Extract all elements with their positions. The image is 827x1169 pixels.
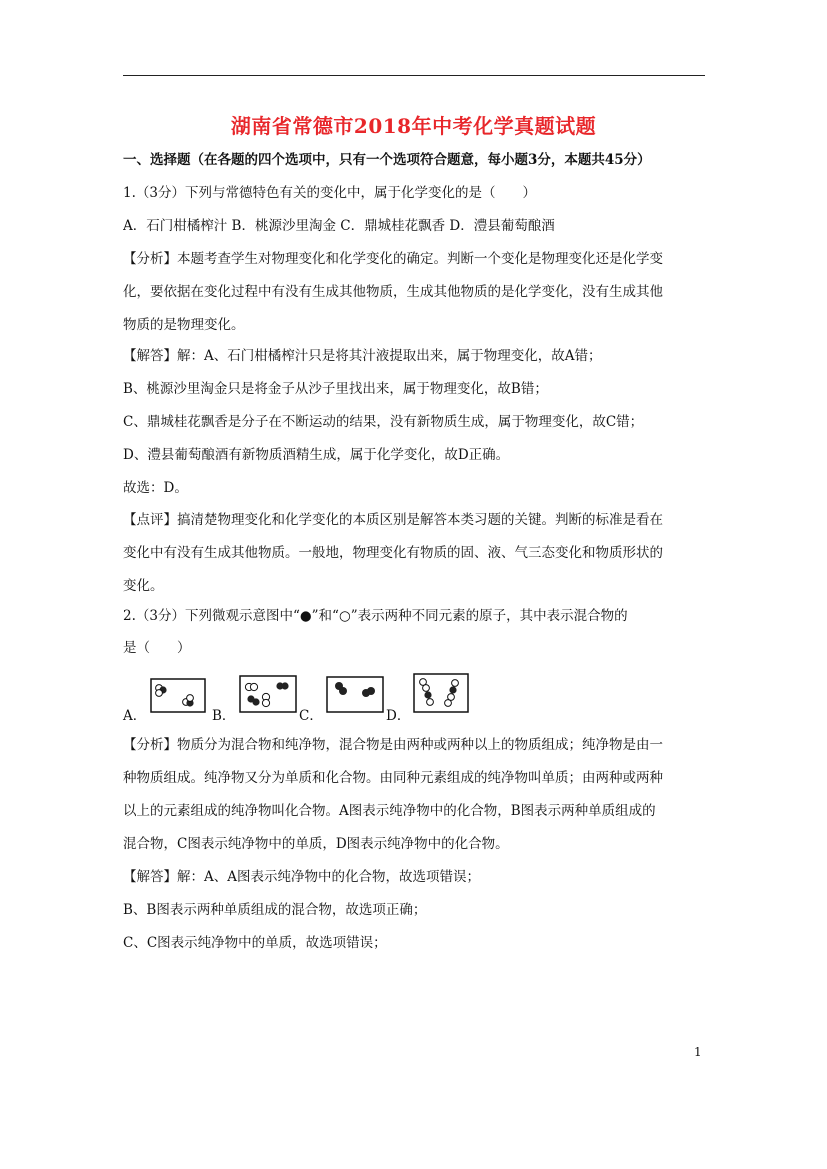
option-b-label: B． bbox=[212, 708, 236, 724]
q2-analysis-line: 【分析】物质分为混合物和纯净物，混合物是由两种或两种以上的物质组成；纯净物是由一 bbox=[123, 737, 663, 753]
q1-answer-line: C、鼎城桂花飘香是分子在不断运动的结果，没有新物质生成，属于物理变化，故C错； bbox=[123, 414, 644, 430]
q1-stem: 1.（3分）下列与常德特色有关的变化中，属于化学变化的是（ ） bbox=[123, 185, 536, 201]
q2-analysis-line: 混合物，C图表示纯净物中的单质，D图表示纯净物中的化合物。 bbox=[123, 836, 509, 852]
molecule-diagram-b bbox=[239, 675, 297, 713]
q1-answer-line: 【解答】解：A、石门柑橘榨汁只是将其汁液提取出来，属于物理变化，故A错； bbox=[123, 348, 602, 364]
q2-stem-line: 2.（3分）下列微观示意图中“●”和“○”表示两种不同元素的原子，其中表示混合物的 bbox=[123, 608, 628, 624]
q1-answer-line: D、澧县葡萄酿酒有新物质酒精生成，属于化学变化，故D正确。 bbox=[123, 447, 510, 463]
header-rule bbox=[123, 75, 705, 76]
q1-comment-line: 变化。 bbox=[123, 578, 164, 594]
q2-analysis-line: 以上的元素组成的纯净物叫化合物。A图表示纯净物中的化合物，B图表示两种单质组成的 bbox=[123, 803, 656, 819]
page-number: 1 bbox=[694, 1045, 702, 1059]
q1-analysis-line: 物质的是物理变化。 bbox=[123, 317, 245, 333]
q2-answer-line: B、B图表示两种单质组成的混合物，故选项正确； bbox=[123, 902, 427, 918]
option-d-label: D． bbox=[386, 708, 411, 724]
option-c-label: C． bbox=[299, 708, 323, 724]
q1-options: A．石门柑橘榨汁 B．桃源沙里淘金 C．鼎城桂花飘香 D．澧县葡萄酿酒 bbox=[123, 218, 555, 234]
q2-stem-line: 是（ ） bbox=[123, 640, 191, 656]
q1-analysis-line: 【分析】本题考查学生对物理变化和化学变化的确定。判断一个变化是物理变化还是化学变 bbox=[123, 251, 663, 267]
molecule-diagram-d bbox=[413, 673, 469, 713]
q2-answer-line: 【解答】解：A、A图表示纯净物中的化合物，故选项错误； bbox=[123, 869, 480, 885]
q1-comment-line: 【点评】搞清楚物理变化和化学变化的本质区别是解答本类习题的关键。判断的标准是看在 bbox=[123, 512, 663, 528]
molecule-diagram-a bbox=[150, 678, 206, 713]
q1-answer-line: B、桃源沙里淘金只是将金子从沙子里找出来，属于物理变化，故B错； bbox=[123, 381, 548, 397]
q2-analysis-line: 种物质组成。纯净物又分为单质和化合物。由同种元素组成的纯净物叫单质；由两种或两种 bbox=[123, 770, 663, 786]
option-a-label: A． bbox=[123, 708, 147, 724]
q2-answer-line: C、C图表示纯净物中的单质，故选项错误； bbox=[123, 935, 387, 951]
q1-answer-line: 故选：D。 bbox=[123, 480, 188, 496]
molecule-diagram-c bbox=[326, 676, 384, 713]
section-heading: 一、选择题（在各题的四个选项中，只有一个选项符合题意，每小题3分，本题共45分） bbox=[123, 152, 651, 168]
document-title: 湖南省常德市2018年中考化学真题试题 bbox=[230, 114, 597, 138]
q1-comment-line: 变化中有没有生成其他物质。一般地，物理变化有物质的固、液、气三态变化和物质形状的 bbox=[123, 545, 663, 561]
q1-analysis-line: 化，要依据在变化过程中有没有生成其他物质，生成其他物质的是化学变化，没有生成其他 bbox=[123, 284, 663, 300]
